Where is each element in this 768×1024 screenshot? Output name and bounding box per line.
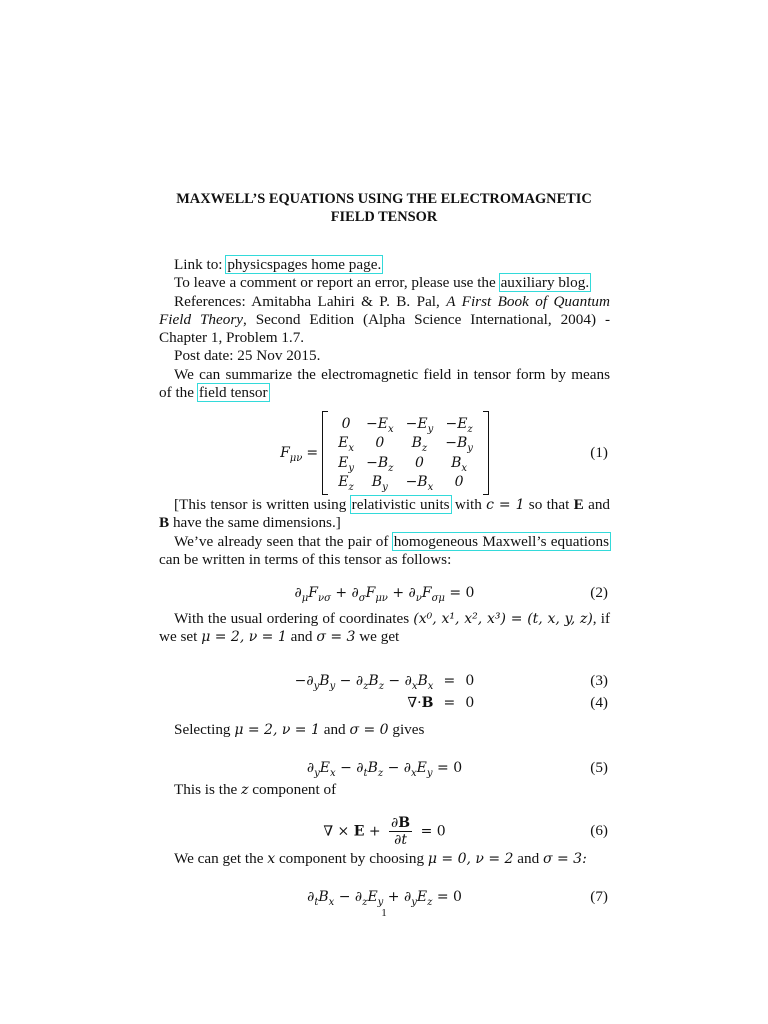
equation-5 bbox=[159, 757, 610, 779]
paragraph-selecting: Selecting μ = 2, ν = 1 and σ = 0 gives bbox=[174, 721, 425, 738]
auxiliary-blog-link[interactable]: auxiliary blog. bbox=[500, 274, 590, 292]
matrix-cell: 0 bbox=[375, 435, 385, 452]
equation-number: (6) bbox=[590, 821, 608, 839]
equation-6 bbox=[159, 812, 610, 850]
aligned-equations: $-\partial_yB_y - \partial_zB_z - \partial_xB_x$ = 0 ∇·B = 0 bbox=[294, 672, 475, 711]
equation-1 bbox=[159, 411, 610, 495]
paragraph-x-component: We can get the x component by choosing μ = 0, ν = 2 and σ = 3: bbox=[174, 850, 587, 867]
equations-3-4 bbox=[159, 670, 610, 714]
matrix-row bbox=[332, 453, 479, 473]
title-line-1: MAXWELL’S EQUATIONS USING THE ELECTROMAGNETIC bbox=[176, 191, 592, 207]
equation-number: (5) bbox=[590, 758, 608, 776]
matrix-cell: $-E_x$ bbox=[365, 415, 394, 435]
paragraph-homogeneous: We’ve already seen that the pair of homogeneous Maxwell’s equations can be written in terms of this tensor as follows: bbox=[159, 532, 610, 568]
matrix-cell: $E_z$ bbox=[338, 474, 354, 493]
matrix-cell: 0 bbox=[341, 415, 351, 432]
matrix-cell: $E_x$ bbox=[338, 435, 354, 454]
right-bracket bbox=[483, 411, 489, 495]
references: References: Amitabha Lahiri & P. B. Pal, A First Book of Quantum Field Theory, Second Edition (Alpha Science International, 2004) - Chapter 1, Problem 1.7. bbox=[159, 292, 611, 347]
matrix-cell: $-B_z$ bbox=[366, 454, 394, 474]
paper-title bbox=[150, 190, 618, 226]
field-tensor-link[interactable]: field tensor bbox=[198, 384, 268, 402]
equation-number: (1) bbox=[590, 443, 608, 461]
matrix-row bbox=[332, 414, 479, 434]
equation-2 bbox=[159, 582, 610, 604]
matrix-cell: $B_y$ bbox=[371, 474, 388, 493]
paragraph-z-component: This is the z component of bbox=[174, 781, 337, 798]
eq6-expression: ∇ × E + $\frac{\partial B}{\partial t}$ = 0 bbox=[323, 814, 446, 848]
matrix-cell: $-E_y$ bbox=[405, 415, 434, 435]
home-page-link[interactable]: physicspages home page. bbox=[227, 256, 382, 273]
relativistic-units-link[interactable]: relativistic units bbox=[351, 496, 450, 513]
eq5-expression: $\partial_yE_x - \partial_tB_z - \partial_xE_y = 0$ bbox=[306, 759, 463, 779]
matrix-cell: $E_y$ bbox=[338, 454, 354, 474]
intro-block bbox=[159, 256, 610, 402]
x-component-block bbox=[159, 850, 610, 868]
paragraph-field-tensor: We can summarize the electromagnetic field in tensor form by means of the field tensor bbox=[159, 365, 610, 402]
title-line-2: FIELD TENSOR bbox=[330, 209, 438, 225]
matrix-cell: $B_z$ bbox=[411, 435, 428, 454]
z-component-block bbox=[159, 781, 610, 799]
matrix-cell: 0 bbox=[454, 474, 464, 491]
matrix-table bbox=[332, 414, 479, 492]
field-tensor-matrix: $F_{\mu\nu}$ = 0 $-E_x$ $-E_y$ $-E_z$ $E_x$ 0 $B_z$ $-B_y$ $E_y$ $-B_z$ 0 $B_x$ $E_z$ $B_y$ $-B_x$ 0 bbox=[280, 411, 489, 495]
matrix-cell: $B_x$ bbox=[451, 454, 468, 474]
equation-number: (7) bbox=[590, 887, 608, 905]
home-link-line: Link to: physicspages home page. bbox=[174, 256, 382, 273]
homogeneous-maxwell-link[interactable]: homogeneous Maxwell’s equations bbox=[393, 532, 610, 550]
post-date: Post date: 25 Nov 2015. bbox=[174, 347, 321, 365]
partial-fraction: $\frac{\partial B}{\partial t}$ bbox=[391, 814, 411, 848]
relativistic-block bbox=[159, 496, 610, 569]
matrix-row bbox=[332, 434, 479, 454]
eq7-expression: $\partial_tB_x - \partial_zE_y + \partial_yE_z = 0$ bbox=[307, 888, 462, 908]
matrix-cell: 0 bbox=[414, 454, 424, 471]
page-number: 1 bbox=[381, 907, 387, 919]
comment-line: To leave a comment or report an error, please use the auxiliary blog. bbox=[174, 274, 590, 292]
paragraph-units: [This tensor is written using relativistic units with c = 1 so that E and B have the same dimensions.] bbox=[159, 496, 611, 532]
eq3-lhs: $-\partial_yB_y - \partial_zB_z - \partial_xB_x$ bbox=[294, 672, 434, 692]
matrix-cell: $-B_y$ bbox=[445, 435, 473, 454]
coordinates-block bbox=[159, 610, 610, 647]
eq1-lhs: $F_{\mu\nu}$ bbox=[280, 444, 303, 464]
selecting-block bbox=[159, 721, 610, 739]
equation-number: (4) bbox=[590, 693, 608, 711]
equation-number: (3) bbox=[590, 671, 608, 689]
book-title: A First Book of Quantum Field Theory bbox=[159, 292, 610, 328]
paragraph-coordinates: With the usual ordering of coordinates (x⁰, x¹, x², x³) = (t, x, y, z), if we set μ = 2, ν = 1 and σ = 3 we get bbox=[159, 610, 611, 646]
matrix-row bbox=[332, 473, 479, 493]
matrix-cell: $-E_z$ bbox=[445, 415, 473, 435]
matrix-cell: $-B_x$ bbox=[405, 474, 434, 493]
left-bracket bbox=[322, 411, 328, 495]
eq4-lhs: ∇·B bbox=[407, 695, 434, 711]
eq2-expression: $\partial_\mu F_{\nu\sigma} + \partial_\sigma F_{\mu\nu} + \partial_\nu F_{\sigma\mu} = 0$ bbox=[294, 584, 475, 604]
equation-number: (2) bbox=[590, 583, 608, 601]
